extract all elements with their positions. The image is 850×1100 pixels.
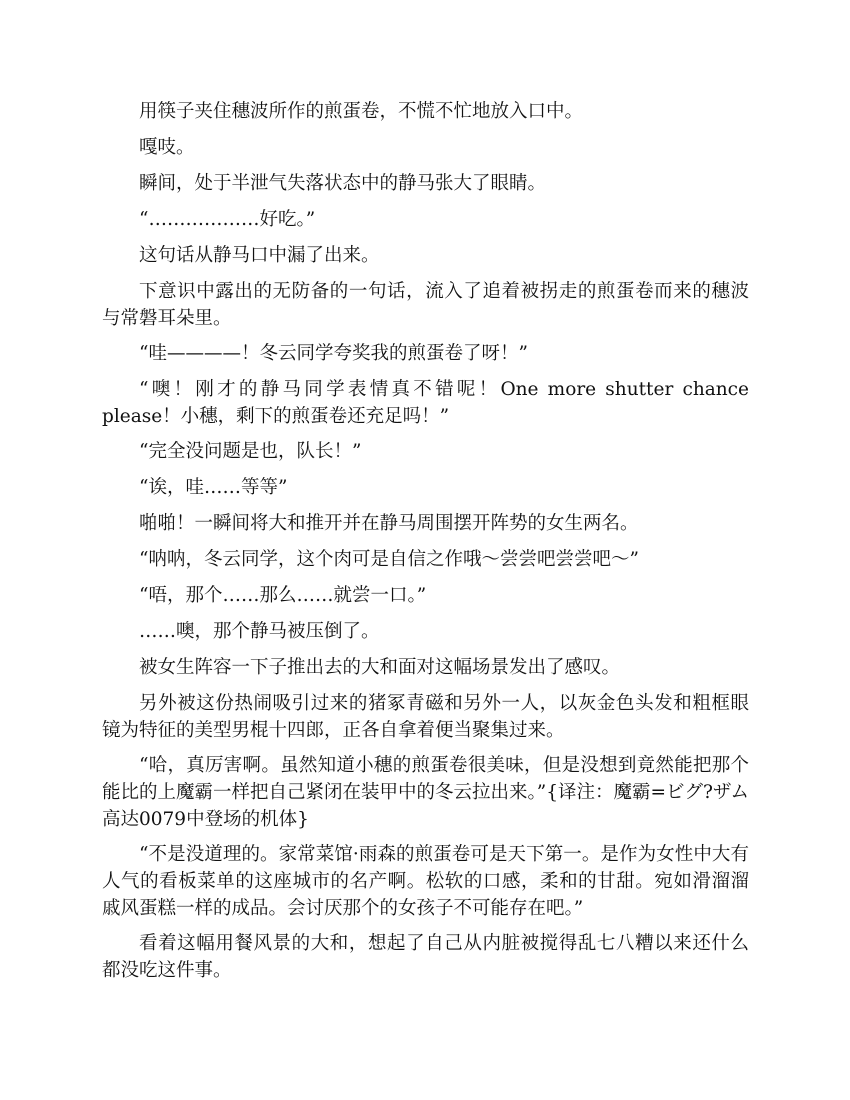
document-page — [102, 98, 749, 992]
paragraph-13: “唔，那个……那么……就尝一口。” — [139, 585, 427, 606]
paragraph-17: “哈，真厉害啊。虽然知道小穗的煎蛋卷很美味，但是没想到竟然能把那个能比的上魔霸一样把自己紧闭在装甲中的冬云拉出来。”{译注：魔霸=ビグ?ザム 高达0079中登场的机体} — [102, 755, 749, 830]
paragraph-18: “不是没道理的。家常菜馆·雨森的煎蛋卷可是天下第一。是作为女性中大有人气的看板菜单的这座城市的名产啊。松软的口感，柔和的甘甜。宛如滑溜溜戚风蛋糕一样的成品。会讨厌那个的女孩子不可能存在吧。” — [102, 844, 749, 919]
paragraph-4: “………………好吃。” — [139, 209, 316, 230]
paragraph-14: ……噢，那个静马被压倒了。 — [139, 621, 380, 642]
paragraph-15: 被女生阵容一下子推出去的大和面对这幅场景发出了感叹。 — [139, 657, 621, 678]
paragraph-9: “完全没问题是也，队长！” — [139, 441, 362, 462]
paragraph-1: 用筷子夹住穗波所作的煎蛋卷，不慌不忙地放入口中。 — [139, 101, 584, 122]
paragraph-8: “噢！刚才的静马同学表情真不错呢！One more shutter chance please！小穗，剩下的煎蛋卷还充足吗！” — [102, 379, 749, 427]
paragraph-12: “呐呐，冬云同学，这个肉可是自信之作哦～尝尝吧尝尝吧～” — [139, 549, 639, 570]
paragraph-5: 这句话从静马口中漏了出来。 — [139, 245, 380, 266]
paragraph-7: “哇————！冬云同学夸奖我的煎蛋卷了呀！” — [139, 343, 528, 364]
paragraph-16: 另外被这份热闹吸引过来的猪冢青磁和另外一人，以灰金色头发和粗框眼镜为特征的美型男棍十四郎，正各自拿着便当聚集过来。 — [102, 693, 749, 741]
paragraph-6: 下意识中露出的无防备的一句话，流入了追着被拐走的煎蛋卷而来的穗波与常磐耳朵里。 — [102, 281, 749, 329]
paragraph-2: 嘎吱。 — [139, 137, 195, 158]
paragraph-3: 瞬间，处于半泄气失落状态中的静马张大了眼睛。 — [139, 173, 547, 194]
paragraph-10: “诶，哇……等等” — [139, 477, 288, 498]
paragraph-11: 啪啪！一瞬间将大和推开并在静马周围摆开阵势的女生两名。 — [139, 513, 639, 534]
paragraph-19: 看着这幅用餐风景的大和，想起了自己从内脏被搅得乱七八糟以来还什么都没吃这件事。 — [102, 933, 749, 981]
